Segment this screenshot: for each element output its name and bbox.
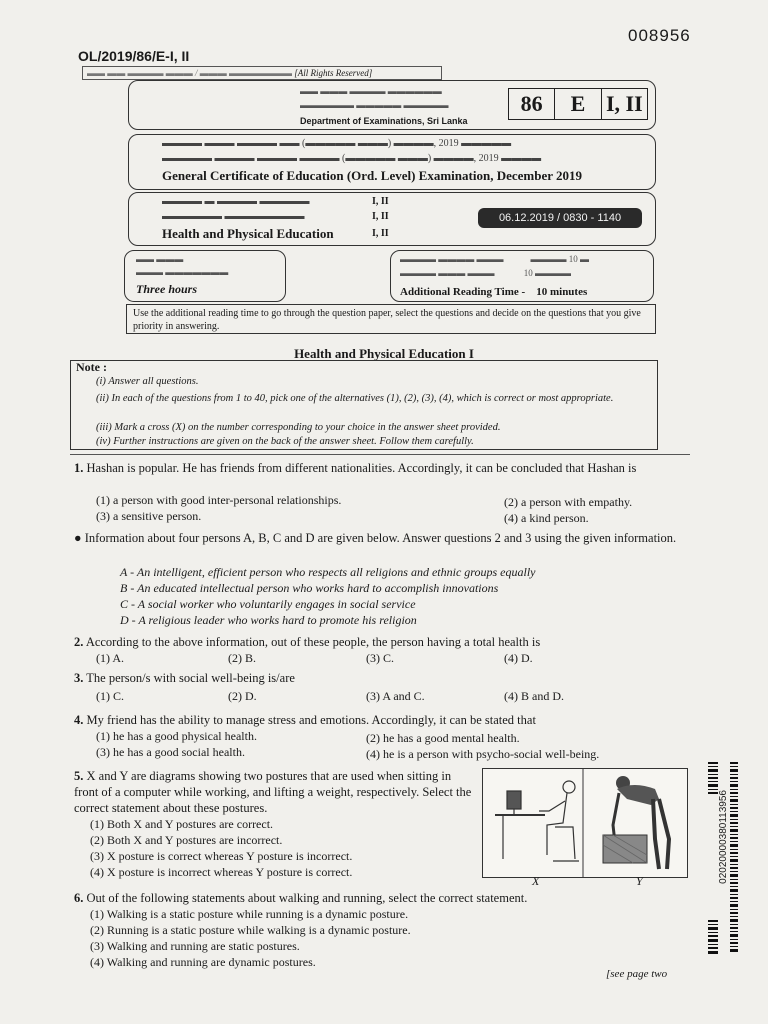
note-item-3: (iii) Mark a cross (X) on the number corresponding to your choice in the answer sheet provided. xyxy=(96,422,501,433)
question-text: X and Y are diagrams showing two postures that are used when sitting in front of a computer while working, and lifting a weight, respectively. Select the correct statement about these postures. xyxy=(74,769,472,815)
q4-option-4: (4) he is a person with psycho-social well-being. xyxy=(366,747,600,761)
subject-number: 86 xyxy=(509,89,555,119)
see-page-two: [see page two xyxy=(606,968,668,980)
question-number: 5. xyxy=(74,769,84,783)
question-text: Out of the following statements about walking and running, select the correct statement. xyxy=(86,891,528,905)
info-person-d: D - A religious leader who works hard to promote his religion xyxy=(120,613,417,627)
question-number: 6. xyxy=(74,891,84,905)
q2-option-1: (1) A. xyxy=(96,651,124,665)
reading-sinhala: ▬▬▬▬ ▬▬▬▬ ▬▬▬ ▬▬▬▬ 10 ▬ xyxy=(400,254,589,264)
reading-instructions: Use the additional reading time to go through the question paper, select the questions and decide on the questions that you give priority in answering. xyxy=(126,304,656,334)
posture-illustration xyxy=(483,769,687,877)
q5-option-4: (4) X posture is incorrect whereas Y posture is correct. xyxy=(90,865,353,879)
q1-option-2: (2) a person with empathy. xyxy=(504,495,633,509)
serial-number: 008956 xyxy=(628,26,691,45)
department-name: Department of Examinations, Sri Lanka xyxy=(300,116,468,126)
question-6 xyxy=(74,890,684,906)
subject-code-box xyxy=(508,88,648,120)
info-text: Information about four persons A, B, C and D are given below. Answer questions 2 and 3 using the given information. xyxy=(84,531,677,545)
subject-medium: E xyxy=(555,89,601,119)
question-5 xyxy=(74,768,476,816)
exam-tamil-line: ▬▬▬▬▬ ▬▬▬▬ ▬▬▬▬ ▬▬▬▬ (▬▬▬▬▬ ▬▬▬) ▬▬▬▬, 2019 ▬▬▬▬ xyxy=(162,153,542,164)
q2-option-4: (4) D. xyxy=(504,651,533,665)
q1-option-1: (1) a person with good inter-personal relationships. xyxy=(96,493,342,507)
question-2 xyxy=(74,634,684,650)
q1-option-3: (3) a sensitive person. xyxy=(96,509,202,523)
q1-option-4: (4) a kind person. xyxy=(504,511,589,525)
subject-part-3: I, II xyxy=(372,228,389,239)
note-item-1: (i) Answer all questions. xyxy=(96,376,199,387)
barcode-number: 02020000380113956 xyxy=(718,790,729,884)
q5-option-1: (1) Both X and Y postures are correct. xyxy=(90,817,274,831)
paper-code: OL/2019/86/E-I, II xyxy=(78,48,190,64)
reading-time-label: Additional Reading Time xyxy=(400,286,519,298)
q6-option-1: (1) Walking is a static posture while running is a dynamic posture. xyxy=(90,907,409,921)
q3-option-4: (4) B and D. xyxy=(504,689,564,703)
q3-option-2: (2) D. xyxy=(228,689,257,703)
paper-title: Health and Physical Education I xyxy=(294,346,474,361)
info-person-a: A - An intelligent, efficient person who respects all religions and ethnic groups equally xyxy=(120,565,536,579)
q6-option-2: (2) Running is a static posture while walking is a dynamic posture. xyxy=(90,923,411,937)
reading-time: Additional Reading Time - 10 minutes xyxy=(400,286,588,298)
question-3 xyxy=(74,670,684,686)
note-heading: Note : xyxy=(76,360,107,374)
q4-option-1: (1) he has a good physical health. xyxy=(96,729,257,743)
question-text: Hashan is popular. He has friends from different nationalities. Accordingly, it can be concluded that Hashan is xyxy=(86,461,637,475)
subject-tamil-line: ▬▬▬▬▬▬ ▬▬▬▬▬▬▬▬ xyxy=(162,211,305,222)
question-number: 2. xyxy=(74,635,84,649)
rights-text: [All Rights Reserved] xyxy=(294,68,373,78)
question-number: 4. xyxy=(74,713,84,727)
bullet-icon: ● xyxy=(74,531,82,545)
question-number: 1. xyxy=(74,461,84,475)
q2-option-3: (3) C. xyxy=(366,651,394,665)
exam-title: General Certificate of Education (Ord. Level) Examination, December 2019 xyxy=(162,168,583,183)
note-item-2: (ii) In each of the questions from 1 to 40, pick one of the alternatives (1), (2), (3), (4), which is correct or most appropriate. xyxy=(96,393,614,404)
duration-sinhala: ▬▬ ▬▬▬ xyxy=(136,254,184,264)
rights-notice xyxy=(82,66,442,80)
q4-option-2: (2) he has a good mental health. xyxy=(366,731,520,745)
question-text: According to the above information, out of these people, the person having a total health is xyxy=(85,635,541,649)
sinhala-tamil-rights: ▬▬ ▬▬ ▬▬▬▬ ▬▬▬ / ▬▬▬ ▬▬▬▬▬▬▬ xyxy=(87,68,295,78)
posture-y-diagram xyxy=(603,776,669,869)
subject-title: Health and Physical Education xyxy=(162,226,334,241)
info-person-c: C - A social worker who voluntarily engages in social service xyxy=(120,597,416,611)
figure-label-x: X xyxy=(532,874,540,888)
info-block xyxy=(74,530,686,546)
question-text: The person/s with social well-being is/are xyxy=(86,671,295,685)
question-4 xyxy=(74,712,684,728)
posture-x-diagram xyxy=(495,769,583,877)
question-text: My friend has the ability to manage stress and emotions. Accordingly, it can be stated that xyxy=(86,713,536,727)
reading-tamil: ▬▬▬▬ ▬▬▬ ▬▬▬ 10 ▬▬▬▬ xyxy=(400,268,571,278)
dept-sinhala-line: ▬▬ ▬▬▬ ▬▬▬▬ ▬▬▬▬▬▬ xyxy=(300,86,442,96)
q2-option-2: (2) B. xyxy=(228,651,256,665)
subject-part-1: I, II xyxy=(372,196,389,207)
q6-option-3: (3) Walking and running are static postures. xyxy=(90,939,300,953)
info-person-b: B - An educated intellectual person who works hard to accomplish innovations xyxy=(120,581,499,595)
posture-figure xyxy=(482,768,688,878)
q5-option-3: (3) X posture is correct whereas Y posture is incorrect. xyxy=(90,849,353,863)
exam-date-time: 06.12.2019 / 0830 - 1140 xyxy=(478,208,642,228)
figure-label-y: Y xyxy=(636,874,643,888)
q6-option-4: (4) Walking and running are dynamic postures. xyxy=(90,955,316,969)
q3-option-1: (1) C. xyxy=(96,689,124,703)
reading-time-value: 10 minutes xyxy=(536,286,588,298)
dept-tamil-line: ▬▬▬▬▬▬ ▬▬▬▬▬ ▬▬▬▬▬ xyxy=(300,100,449,110)
divider xyxy=(70,454,690,455)
q3-option-3: (3) A and C. xyxy=(366,689,425,703)
question-number: 3. xyxy=(74,671,84,685)
subject-sinhala-line: ▬▬▬▬ ▬ ▬▬▬▬ ▬▬▬▬▬ xyxy=(162,196,310,207)
duration-tamil: ▬▬▬ ▬▬▬▬▬▬▬ xyxy=(136,267,229,277)
note-item-4: (iv) Further instructions are given on the back of the answer sheet. Follow them carefully. xyxy=(96,436,474,447)
question-1 xyxy=(74,460,684,476)
q4-option-3: (3) he has a good social health. xyxy=(96,745,245,759)
exam-sinhala-line: ▬▬▬▬ ▬▬▬ ▬▬▬▬ ▬▬ (▬▬▬▬▬ ▬▬▬) ▬▬▬▬, 2019 ▬▬▬▬▬ xyxy=(162,138,512,149)
subject-parts: I, II xyxy=(605,91,643,116)
duration-text: Three hours xyxy=(136,282,198,296)
q5-option-2: (2) Both X and Y postures are incorrect. xyxy=(90,833,283,847)
subject-part-2: I, II xyxy=(372,211,389,222)
